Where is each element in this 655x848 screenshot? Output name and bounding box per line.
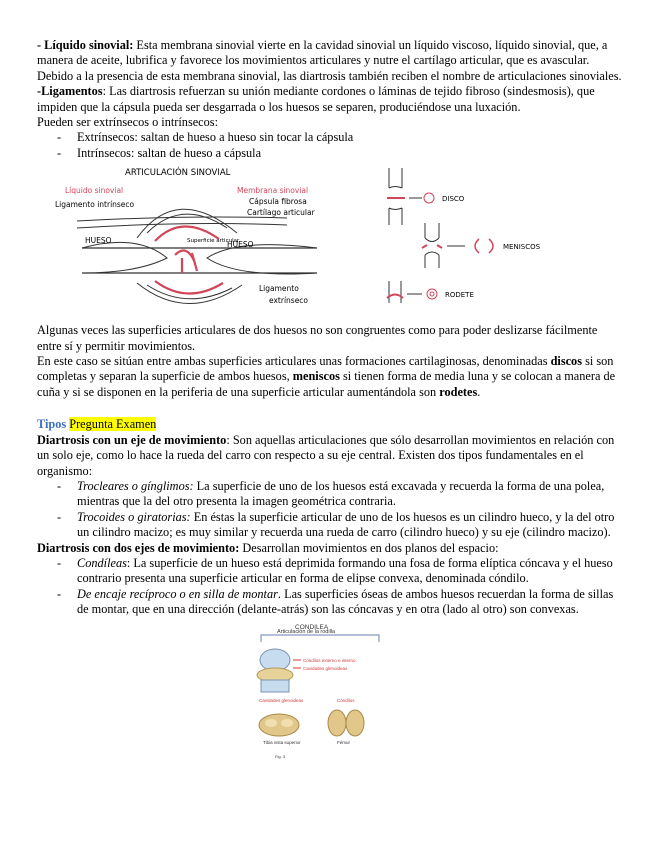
list-text: Intrínsecos: saltan de hueso a cápsula: [77, 145, 262, 160]
figure2-title: CONDILEA: [295, 623, 329, 631]
figure2-banner: Articulación de la rodilla: [277, 628, 336, 635]
label-hueso-right: HUESO: [227, 240, 254, 250]
label-superficie: Superficie articular: [187, 238, 240, 245]
sketch-svg: [37, 163, 622, 323]
label-cavidades-1: Cavidades glenoideas: [303, 665, 348, 671]
paragraph-sinoviales: Debido a la presencia de esta membrana sinovial, las diartrosis también reciben el nombre de articulaciones sinoviales.: [37, 68, 622, 83]
figure-condilea: [37, 620, 622, 770]
ligamentos-text: : Las diartrosis refuerzan su unión mediante cordones o láminas de tejido fibroso (sindesmosis), que impiden que la cápsula pueda ser desgarrada o los huesos se separen, produciéndose una luxación.: [37, 84, 595, 114]
paragraph-discos-meniscos: [37, 354, 622, 400]
term-meniscos: meniscos: [292, 369, 340, 384]
caption-fig: Fig. 3: [275, 753, 286, 759]
term-encaje: De encaje recíproco o en silla de montar: [77, 586, 278, 601]
term-trocoides: Trocoides o giratorias:: [77, 509, 191, 524]
tibia-illustration: [259, 714, 299, 736]
term-condileas: Condíleas: [77, 555, 127, 570]
label-meniscos: MENISCOS: [503, 243, 541, 252]
knee-illustration: [257, 649, 293, 692]
rodete-sketch: [387, 281, 437, 303]
dos-ejes-label: Diartrosis con dos ejes de movimiento:: [37, 540, 240, 555]
list-item: [37, 479, 622, 510]
list-dash: -: [57, 509, 62, 524]
figure-articulacion-sinovial: [37, 163, 622, 323]
term-trocleares: Trocleares o gínglimos:: [77, 478, 194, 493]
document-page: [37, 38, 622, 770]
paragraph-un-eje: [37, 433, 622, 479]
un-eje-text: : Son aquellas articulaciones que sólo desarrollan movimientos en relación con un solo eje, como lo hace la rueda del carro con respecto a su eje central. Existen dos tipos fundamentales en el organismo:: [37, 432, 615, 478]
text-run: .: [477, 384, 481, 399]
list-dash: -: [57, 478, 62, 493]
term-rodetes: rodetes: [439, 384, 478, 399]
list-item: [37, 556, 622, 587]
paragraph-superficies: Algunas veces las superficies articulares de dos huesos no son congruentes como para poder deslizarse fácilmente entre sí y permitir movimientos.: [37, 323, 598, 353]
ligamentos-label: -Ligamentos: [37, 84, 103, 99]
list-dash: -: [57, 130, 62, 145]
label-liquido: Líquido sinovial: [65, 186, 124, 196]
un-eje-label: Diartrosis con un eje de movimiento: [37, 432, 227, 447]
label-condilos: Cóndilos: [337, 697, 355, 703]
banner-bracket: [261, 635, 379, 642]
list-text: : La superficie de un hueso está deprimida formando una fosa de forma elíptica cóncava y el hueso contrario presenta una superficie articular en forma de elipse convexa, denominada cóndilo.: [77, 555, 613, 586]
heading-tipos: [37, 417, 622, 432]
label-membrana: Membrana sinovial: [237, 186, 309, 196]
list-text: . Las superficies óseas de ambos huesos recuerdan la forma de sillas de montar, que en una dirección (delante-atrás) son las cóncavas y en otra (lado al otro) son convexas.: [77, 586, 614, 617]
paragraph-ligamentos: [37, 84, 622, 115]
femur-illustration: [328, 710, 364, 736]
label-lig-intrinseco: Ligamento intrínseco: [55, 200, 135, 210]
figure1-title: ARTICULACIÓN SINOVIAL: [125, 168, 231, 179]
paragraph-liquido-sinovial: [37, 38, 622, 69]
label-disco: DISCO: [442, 195, 465, 204]
label-hueso-left: HUESO: [85, 236, 112, 246]
text-run: si tienen forma de media luna y se colocan a manera de cuña y si se disponen en la periferia de una superficie articular aumentándola son: [37, 369, 616, 399]
highlight-pregunta-examen: Pregunta Examen: [69, 417, 157, 432]
paragraph-pueden: Pueden ser extrínsecos o intrínsecos:: [37, 115, 218, 130]
list-item: [37, 130, 622, 145]
condilea-svg: [37, 620, 622, 770]
list-text: Extrínsecos: saltan de hueso a hueso sin tocar la cápsula: [77, 130, 354, 145]
label-condilos-ext-int: Cóndilos externo e interno: [303, 657, 356, 663]
liquido-label: - Líquido sinovial:: [37, 38, 134, 52]
paragraph-dos-ejes: [37, 541, 622, 556]
list-dash: -: [57, 145, 62, 160]
list-text: La superficie de uno de los huesos está excavada y recuerda la forma de una polea, mientras que la del otro presenta la imagen geométrica contraria.: [77, 478, 605, 509]
label-lig-ext-1: Ligamento: [259, 284, 299, 294]
label-cavidades-2: Cavidades glenoideas: [259, 697, 304, 703]
list-dash: -: [57, 555, 62, 570]
label-capsula: Cápsula fibrosa: [249, 197, 307, 207]
label-lig-ext-2: extrínseco: [269, 296, 309, 306]
list-item: [37, 510, 622, 541]
text-run: si son completas y separan la superficie de ambos huesos,: [37, 354, 614, 384]
list-dash: -: [57, 586, 62, 601]
label-rodete: RODETE: [445, 291, 474, 300]
meniscos-sketch: [422, 223, 493, 268]
text-run: En este caso se sitúan entre ambas superficies articulares unas formaciones cartilaginosas, denominadas: [37, 354, 551, 369]
liquido-text: Esta membrana sinovial vierte en la cavidad sinovial un líquido viscoso, líquido sinovial, que, a manera de aceite, lubrifica y favorece los movimientos articulares y nutre el cartílago articular, que es avascular.: [37, 38, 608, 68]
tipos-label: Tipos: [37, 417, 67, 432]
list-item: [37, 587, 622, 618]
disco-sketch: [387, 168, 434, 225]
dos-ejes-text: Desarrollan movimientos en dos planos del espacio:: [239, 540, 499, 555]
list-text: En éstas la superficie articular de uno de los huesos es un cilindro hueco, y la del otro un cilindro macizo; es muy similar y recuerda una rueda de carro (cilindro hueco) y su eje (cilindro macizo).: [77, 509, 615, 540]
term-discos: discos: [550, 354, 582, 369]
caption-femur: Fémur: [337, 739, 351, 745]
label-cartilago: Cartílago articular: [247, 208, 315, 218]
caption-tibia: Tibia vista superior: [263, 739, 301, 745]
list-item: [37, 146, 622, 161]
